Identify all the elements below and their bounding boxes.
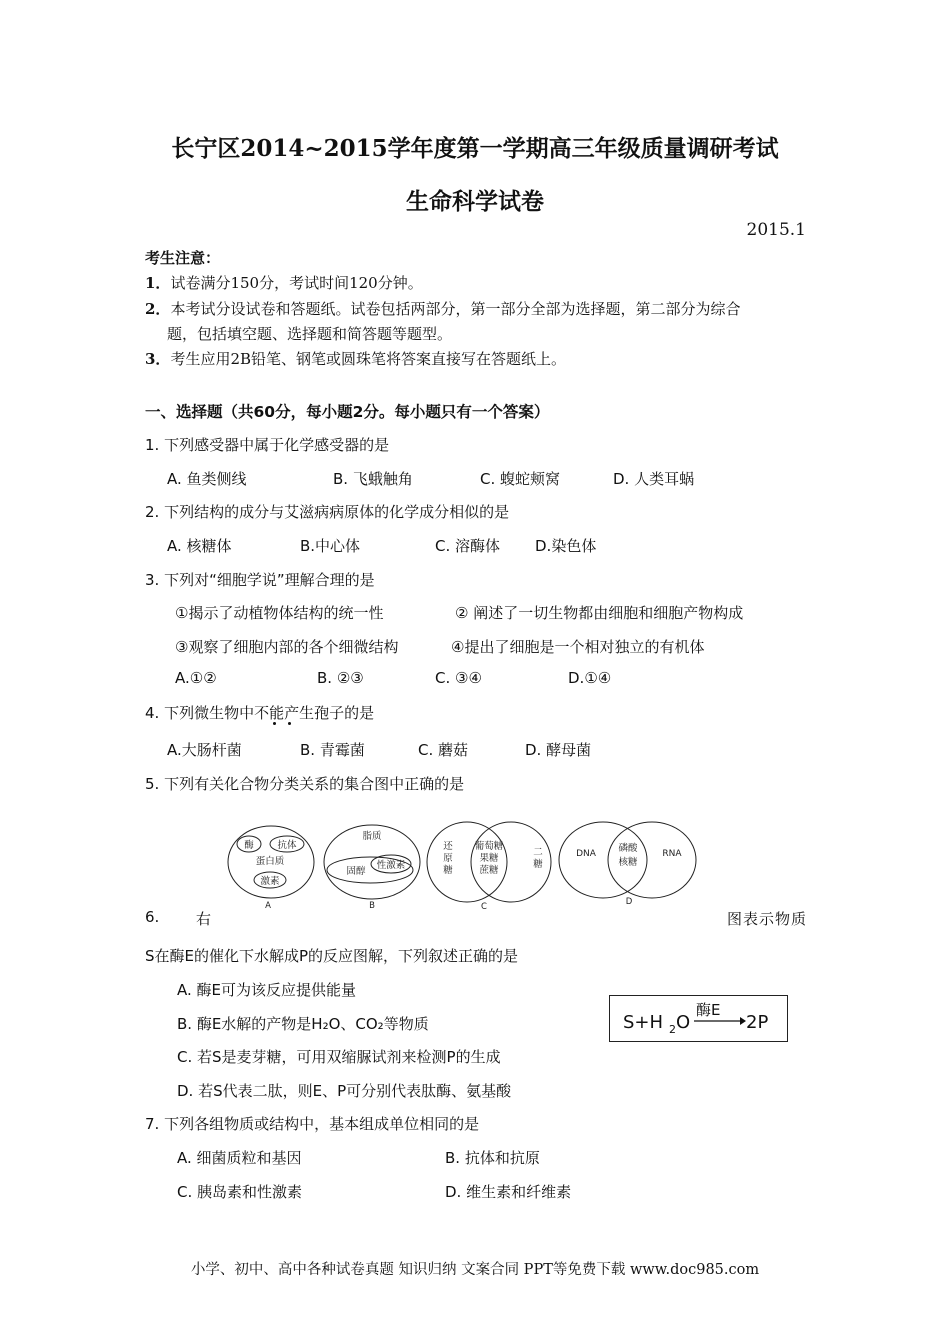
question-5-stem: 5. 下列有关化合物分类关系的集合图中正确的是	[145, 775, 465, 793]
question-4-stem: 4. 下列微生物中不能产生孢子的是	[145, 704, 375, 722]
q3-option-c: C. ③④	[435, 669, 482, 687]
equation-right: 2P	[746, 1012, 769, 1033]
label-fructose: 果糖	[479, 853, 499, 864]
diagram-label-d: D	[625, 897, 633, 907]
diagram-label-c: C	[481, 902, 487, 910]
label-rna: RNA	[662, 849, 682, 859]
q2-option-d: D.染色体	[535, 537, 597, 555]
q7-option-b: B. 抗体和抗原	[445, 1149, 540, 1167]
label-protein: 蛋白质	[255, 856, 285, 867]
notice-heading: 考生注意：	[145, 249, 221, 267]
q3-statement-2: ② 阐述了一切生物都由细胞和细胞产物构成	[455, 604, 744, 622]
q3-statement-3: ③观察了细胞内部的各个细微结构	[175, 638, 399, 656]
label-sterol: 固醇	[346, 866, 366, 877]
q7-option-a: A. 细菌质粒和基因	[177, 1149, 302, 1167]
question-6-word: 右	[196, 910, 212, 928]
equation-enzyme: 酶E	[696, 1001, 721, 1019]
label-dna: DNA	[576, 849, 596, 859]
emphasis-not: 不能	[254, 704, 285, 722]
q3-option-b: B. ②③	[317, 669, 364, 687]
notice-item: 2．本考试分设试卷和答题纸。试卷包括两部分，第一部分全部为选择题，第二部分为综合	[145, 300, 741, 318]
diagram-label-b: B	[369, 901, 375, 910]
emphasis-dot	[288, 722, 291, 725]
page-subtitle: 生命科学试卷	[406, 188, 544, 215]
equation-left: S+H	[623, 1012, 664, 1033]
label-ribose: 核糖	[618, 857, 638, 868]
q2-option-a: A. 核糖体	[167, 537, 232, 555]
q4-option-b: B. 青霉菌	[300, 741, 365, 759]
q3-statement-4: ④提出了细胞是一个相对独立的有机体	[451, 638, 705, 656]
exam-date: 2015.1	[746, 220, 806, 240]
q4-option-a: A.大肠杆菌	[167, 741, 242, 759]
label-hormone: 激素	[260, 876, 280, 887]
q6-option-d: D. 若S代表二肽，则E、P可分别代表肽酶、氨基酸	[177, 1082, 512, 1100]
q3-statement-1: ①揭示了动植物体结构的统一性	[175, 604, 384, 622]
q7-option-c: C. 胰岛素和性激素	[177, 1183, 303, 1201]
page-footer: 小学、初中、高中各种试卷真题 知识归纳 文案合同 PPT等免费下载 www.doc985.com	[190, 1262, 760, 1278]
q7-option-d: D. 维生素和纤维素	[445, 1183, 572, 1201]
label-c-left-3: 糖	[443, 865, 453, 876]
label-c-left-1: 还	[443, 841, 453, 852]
label-enzyme: 酶	[244, 840, 254, 851]
label-sucrose: 蔗糖	[479, 865, 499, 876]
equation-subscript: 2	[669, 1023, 676, 1036]
label-glucose: 葡萄糖	[474, 841, 504, 852]
equation-oxygen: O	[676, 1012, 691, 1033]
notice-item-cont: 题，包括填空题、选择题和简答题等题型。	[167, 325, 453, 343]
label-c-right-1: 二	[533, 847, 543, 858]
label-c-left-2: 原	[443, 853, 453, 864]
q1-option-c: C. 蝮蛇颊窝	[480, 470, 561, 488]
question-6-right: 图表示物质	[726, 910, 807, 928]
notice-item: 3．考生应用2B铅笔、钢笔或圆珠笔将答案直接写在答题纸上。	[145, 350, 567, 368]
question-2-stem: 2. 下列结构的成分与艾滋病病原体的化学成分相似的是	[145, 503, 510, 521]
emphasis-dot	[273, 722, 276, 725]
q6-option-c: C. 若S是麦芽糖，可用双缩脲试剂来检测P的生成	[177, 1048, 501, 1066]
label-phosphate: 磷酸	[618, 843, 638, 854]
page-title: 长宁区2014~2015学年度第一学期高三年级质量调研考试	[171, 135, 779, 162]
section-title: 一、选择题（共60分，每小题2分。每小题只有一个答案）	[145, 403, 550, 421]
diagram-label-a: A	[265, 901, 271, 910]
q6-option-b: B. 酶E水解的产物是H₂O、CO₂等物质	[177, 1015, 429, 1033]
question-6-stem: S在酶E的催化下水解成P的反应图解，下列叙述正确的是	[145, 947, 519, 965]
q2-option-b: B.中心体	[300, 537, 361, 555]
question-3-stem: 3. 下列对“细胞学说”理解合理的是	[145, 571, 375, 589]
label-sex-hormone: 性激素	[376, 860, 406, 871]
label-lipid: 脂质	[362, 831, 382, 842]
notice-item: 1．试卷满分150分，考试时间120分钟。	[145, 274, 423, 292]
q4-option-d: D. 酵母菌	[525, 741, 592, 759]
label-c-right-2: 糖	[533, 859, 543, 870]
q4-option-c: C. 蘑菇	[418, 741, 469, 759]
q3-option-a: A.①②	[175, 669, 217, 687]
set-diagrams	[220, 818, 700, 910]
question-6-number: 6.	[145, 908, 160, 926]
question-1-stem: 1. 下列感受器中属于化学感受器的是	[145, 436, 390, 454]
q1-option-d: D. 人类耳蜗	[613, 470, 695, 488]
q1-option-a: A. 鱼类侧线	[167, 470, 247, 488]
question-7-stem: 7. 下列各组物质或结构中，基本组成单位相同的是	[145, 1115, 480, 1133]
label-antibody: 抗体	[277, 840, 297, 851]
q1-option-b: B. 飞蛾触角	[333, 470, 413, 488]
q6-option-a: A. 酶E可为该反应提供能量	[177, 981, 357, 999]
q2-option-c: C. 溶酶体	[435, 537, 501, 555]
q3-option-d: D.①④	[568, 669, 612, 687]
reaction-equation-box	[609, 995, 789, 1043]
